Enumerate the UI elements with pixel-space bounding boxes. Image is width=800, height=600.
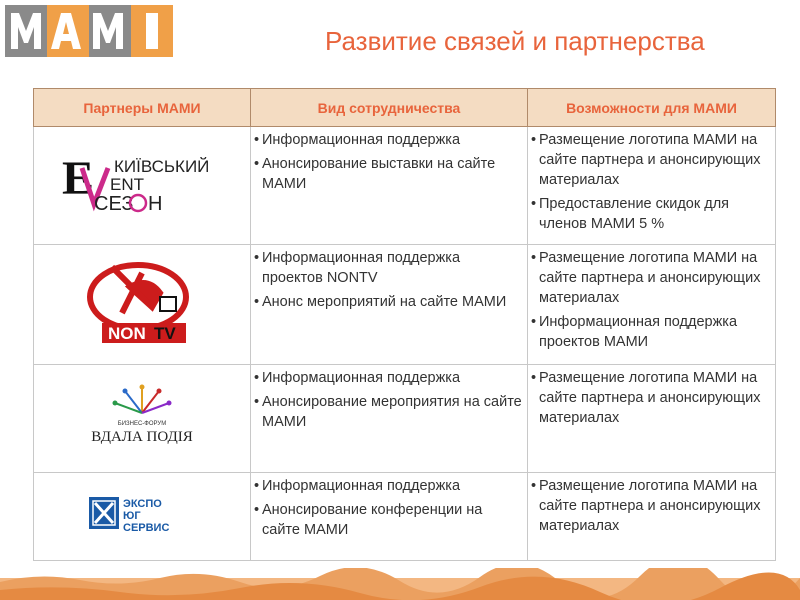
list-item: • Информационная поддержка: [254, 476, 524, 496]
list-item: • Анонсирование выставки на сайте МАМИ: [254, 154, 524, 194]
cooperation-cell: [251, 245, 528, 365]
column-header-partners: Партнеры МАМИ: [34, 89, 251, 127]
svg-text:ENT: ENT: [110, 174, 144, 194]
svg-text:СЕРВИС: СЕРВИС: [123, 521, 170, 534]
nontv-logo: [82, 257, 202, 347]
svg-text:ЭКСПО: ЭКСПО: [123, 497, 162, 510]
svg-text:БИЗНЕС-ФОРУМ: БИЗНЕС-ФОРУМ: [117, 420, 167, 427]
list-item: • Размещение логотипа МАМИ на сайте партнера и анонсирующих материалах: [531, 248, 772, 308]
svg-text:ВДАЛА ПОДІЯ: ВДАЛА ПОДІЯ: [91, 428, 193, 445]
svg-text:NON: NON: [108, 323, 146, 343]
expo-yug-servis-logo: [87, 491, 197, 537]
partners-table: [33, 88, 776, 561]
svg-text:E: E: [62, 151, 95, 205]
decorative-bottom-band: [0, 568, 800, 600]
cooperation-cell: [251, 127, 528, 245]
opportunities-cell: [528, 127, 776, 245]
svg-text:ЮГ: ЮГ: [123, 509, 141, 522]
opportunities-cell: [528, 245, 776, 365]
list-item: • Информационная поддержка проектов NONTV: [254, 248, 524, 288]
list-item: • Размещение логотипа МАМИ на сайте партнера и анонсирующих материалах: [531, 130, 772, 190]
list-item: • Анонс мероприятий на сайте МАМИ: [254, 292, 524, 312]
list-item: • Информационная поддержка проектов МАМИ: [531, 312, 772, 352]
table-row: [34, 365, 776, 473]
svg-text:СЕЗ: СЕЗ: [94, 192, 134, 215]
kyivskyi-event-sezon-logo: [52, 148, 232, 218]
table-row: [34, 473, 776, 561]
list-item: • Анонсирование мероприятия на сайте МАМИ: [254, 392, 524, 432]
vdala-podiya-logo: [87, 381, 197, 451]
svg-text:TV: TV: [154, 323, 176, 343]
partner-logo-cell: [34, 365, 251, 473]
column-header-opportunities: Возможности для МАМИ: [528, 89, 776, 127]
table-row: [34, 127, 776, 245]
mami-logo: [5, 5, 173, 57]
list-item: • Размещение логотипа МАМИ на сайте партнера и анонсирующих материалах: [531, 476, 772, 536]
cooperation-cell: [251, 365, 528, 473]
column-header-cooperation: Вид сотрудничества: [251, 89, 528, 127]
opportunities-cell: [528, 473, 776, 561]
opportunities-cell: [528, 365, 776, 473]
svg-text:Н: Н: [148, 192, 163, 215]
list-item: • Информационная поддержка: [254, 130, 524, 150]
svg-text:КИЇВСЬКИЙ: КИЇВСЬКИЙ: [114, 156, 210, 176]
list-item: • Предоставление скидок для членов МАМИ 5 %: [531, 194, 772, 234]
partner-logo-cell: [34, 127, 251, 245]
partner-logo-cell: [34, 245, 251, 365]
table-header-row: [34, 89, 776, 127]
table-row: [34, 245, 776, 365]
list-item: • Анонсирование конференции на сайте МАМИ: [254, 500, 524, 540]
partner-logo-cell: [34, 473, 251, 561]
cooperation-cell: [251, 473, 528, 561]
list-item: • Размещение логотипа МАМИ на сайте партнера и анонсирующих материалах: [531, 368, 772, 428]
list-item: • Информационная поддержка: [254, 368, 524, 388]
page-title: Развитие связей и партнерства: [325, 26, 705, 56]
